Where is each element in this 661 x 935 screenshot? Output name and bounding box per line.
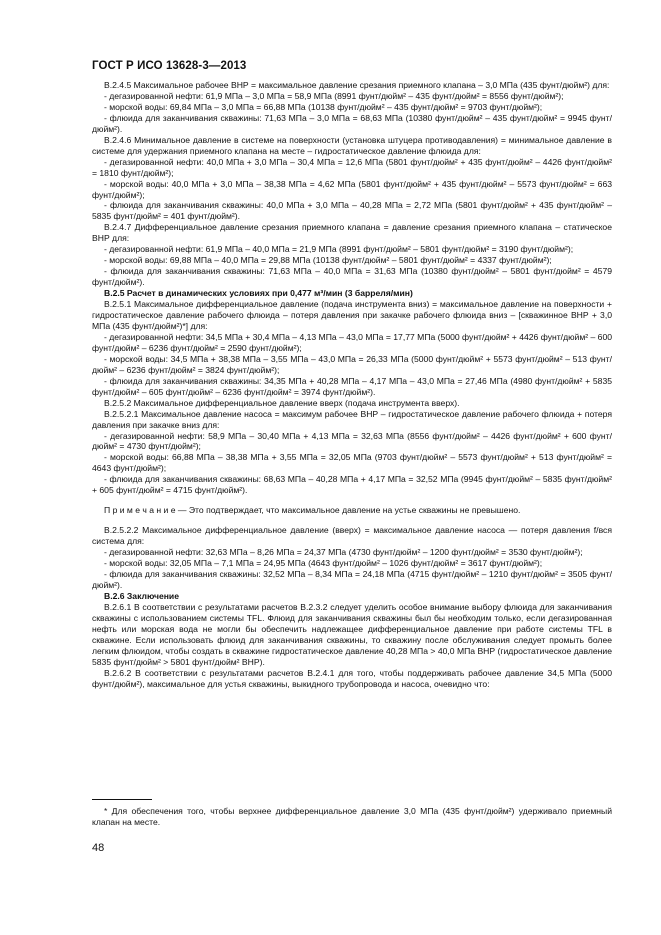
paragraph: В.2.5.2 Максимальное дифференциальное давление вверх (подача инструмента вверх). — [104, 397, 460, 408]
standard-header: ГОСТ Р ИСО 13628-3—2013 — [92, 60, 247, 72]
footnote — [92, 806, 612, 828]
paragraph: - дегазированной нефти: 34,5 МПа + 30,4 МПа – 4,13 МПа – 43,0 МПа = 17,77 МПа (5000 фунт/дюйм² + 4426 фунт/дюйм² – 600 фунт/дюйм² – 6236 фунт/дюйм² = 2590 фунт/дюйм²); — [92, 331, 612, 353]
paragraph: - дегазированной нефти: 61,9 МПа – 40,0 МПа = 21,9 МПа (8991 фунт/дюйм² – 5801 фунт/дюйм² = 3190 фунт/дюйм²); — [104, 244, 574, 255]
paragraph: - дегазированной нефти: 58,9 МПа – 30,40 МПа + 4,13 МПа = 32,63 МПа (8556 фунт/дюйм² – 4426 фунт/дюйм² + 600 фунт/дюйм² = 4730 фунт/дюйм²); — [92, 430, 612, 452]
paragraph: - флюида для заканчивания скважины: 71,63 МПа – 40,0 МПа = 31,63 МПа (10380 фунт/дюйм² – 5801 фунт/дюйм² = 4579 фунт/дюйм²). — [92, 266, 612, 288]
paragraph: - дегазированной нефти: 32,63 МПа – 8,26 МПа = 24,37 МПа (4730 фунт/дюйм² – 1200 фунт/дюйм² = 3530 фунт/дюйм²); — [104, 547, 583, 558]
paragraph: В.2.6.1 В соответствии с результатами расчетов В.2.3.2 следует уделить особое внимание выбору флюида для заканчивания скважины с использованием системы TFL. Флюид для заканчивания скважины был бы необходим только, если дегазированная нефть или морская вода не могли бы обеспечить надлежащее дифференциальное давление при работе системы TFL в скважине. Если использовать флюид для заканчивания скважины, то скважину после обслуживания следует промыть более легким флюидом, чтобы создать в скважине гидростатическое давление 40,28 МПа > 40,0 МПа ВНР (гидростатическое давление 5835 фунт/дюйм² > 5801 фунт/дюйм² ВНР). — [92, 601, 612, 667]
paragraph: - дегазированной нефти: 61,9 МПа – 3,0 МПа = 58,9 МПа (8991 фунт/дюйм² – 435 фунт/дюйм² = 8556 фунт/дюйм²); — [104, 90, 564, 101]
paragraph: - морской воды: 32,05 МПа – 7,1 МПа = 24,95 МПа (4643 фунт/дюйм² – 1026 фунт/дюйм² = 3617 фунт/дюйм²); — [104, 558, 543, 569]
footnote-text: * Для обеспечения того, чтобы верхнее дифференциальное давление 3,0 МПа (435 фунт/дюйм²) удерживало приемный клапан на месте. — [92, 806, 612, 827]
paragraph: П р и м е ч а н и е — Это подтверждает, что максимальное давление на устье скважины не превышено. — [104, 505, 521, 516]
paragraph: В.2.5 Расчет в динамических условиях при 0,477 м³/мин (3 барреля/мин) — [104, 288, 413, 299]
paragraph: - морской воды: 34,5 МПа + 38,38 МПа – 3,55 МПа – 43,0 МПа = 26,33 МПа (5000 фунт/дюйм² + 5573 фунт/дюйм² – 513 фунт/дюйм² – 6236 фунт/дюйм² = 3824 фунт/дюйм²); — [92, 353, 612, 375]
paragraph: В.2.4.7 Дифференциальное давление срезания приемного клапана = давление срезания приемного клапана – статическое ВНР для: — [92, 222, 612, 244]
paragraph: - морской воды: 69,88 МПа – 40,0 МПа = 29,88 МПа (10138 фунт/дюйм² – 5801 фунт/дюйм² = 4337 фунт/дюйм²); — [104, 255, 552, 266]
paragraph: В.2.6.2 В соответствии с результатами расчетов В.2.4.1 для того, чтобы поддерживать рабочее давление 34,5 МПа (5000 фунт/дюйм²), максимальное для устья скважины, выкидного трубопровода и насоса, очевидно что: — [92, 667, 612, 689]
paragraph: - флюида для заканчивания скважины: 40,0 МПа + 3,0 МПа – 40,28 МПа = 2,72 МПа (5801 фунт/дюйм² + 435 фунт/дюйм² – 5835 фунт/дюйм² = 401 фунт/дюйм²). — [92, 200, 612, 222]
paragraph: - морской воды: 40,0 МПа + 3,0 МПа – 38,38 МПа = 4,62 МПа (5801 фунт/дюйм² + 435 фунт/дюйм² – 5573 фунт/дюйм² = 663 фунт/дюйм²); — [92, 178, 612, 200]
paragraph: - дегазированной нефти: 40,0 МПа + 3,0 МПа – 30,4 МПа = 12,6 МПа (5801 фунт/дюйм² + 435 фунт/дюйм² – 4426 фунт/дюйм² = 1810 фунт/дюйм²); — [92, 156, 612, 178]
paragraph: В.2.5.1 Максимальное дифференциальное давление (подача инструмента вниз) = максимальное давление на поверхности + гидростатическое давление рабочего флюида – потеря давления при закачке рабочего флюида вниз – [скважинное ВНР + 3,0 МПа (435 фунт/дюйм²)*] для: — [92, 299, 612, 331]
paragraph: - морской воды: 66,88 МПа – 38,38 МПа + 3,55 МПа = 32,05 МПа (9703 фунт/дюйм² – 5573 фунт/дюйм² + 513 фунт/дюйм² = 4643 фунт/дюйм²); — [92, 452, 612, 474]
page-number: 48 — [92, 842, 105, 854]
paragraph: В.2.4.6 Минимальное давление в системе на поверхности (установка штуцера противодавления) = минимальное давление в системе для удержания приемного клапана на месте – гидростатическое давление флюида для: — [92, 134, 612, 156]
paragraph: В.2.5.2.1 Максимальное давление насоса = максимум рабочее ВНР – гидростатическое давление рабочего флюида + потеря давления при закачке вниз для: — [92, 408, 612, 430]
paragraph: - флюида для заканчивания скважины: 68,63 МПа – 40,28 МПа + 4,17 МПа = 32,52 МПа (9945 фунт/дюйм² – 5835 фунт/дюйм² + 605 фунт/дюйм² = 4715 фунт/дюйм²). — [92, 474, 612, 496]
paragraph: - флюида для заканчивания скважины: 32,52 МПа – 8,34 МПа = 24,18 МПа (4715 фунт/дюйм² – 1210 фунт/дюйм² = 3505 фунт/дюйм²). — [92, 568, 612, 590]
paragraph: В.2.6 Заключение — [104, 590, 179, 601]
footnote-divider — [92, 799, 152, 800]
paragraph: - флюида для заканчивания скважины: 34,35 МПа + 40,28 МПа – 4,17 МПа – 43,0 МПа = 27,46 МПа (4980 фунт/дюйм² + 5835 фунт/дюйм² – 605 фунт/дюйм² – 6236 фунт/дюйм² = 3974 фунт/дюйм²). — [92, 375, 612, 397]
paragraph: - морской воды: 69,84 МПа – 3,0 МПа = 66,88 МПа (10138 фунт/дюйм² – 435 фунт/дюйм² = 9703 фунт/дюйм²); — [104, 101, 543, 112]
paragraph: В.2.5.2.2 Максимальное дифференциальное давление (вверх) = максимальное давление насоса — потеря давления f/вся система для: — [92, 525, 612, 547]
paragraph: В.2.4.5 Максимальное рабочее ВНР = максимальное давление срезания приемного клапана – 3,0 МПа (435 фунт/дюйм²) для: — [104, 80, 610, 90]
paragraph: - флюида для заканчивания скважины: 71,63 МПа – 3,0 МПа = 68,63 МПа (10380 фунт/дюйм² – 435 фунт/дюйм² = 9945 фунт/дюйм²). — [92, 112, 612, 134]
body-text — [92, 80, 612, 689]
